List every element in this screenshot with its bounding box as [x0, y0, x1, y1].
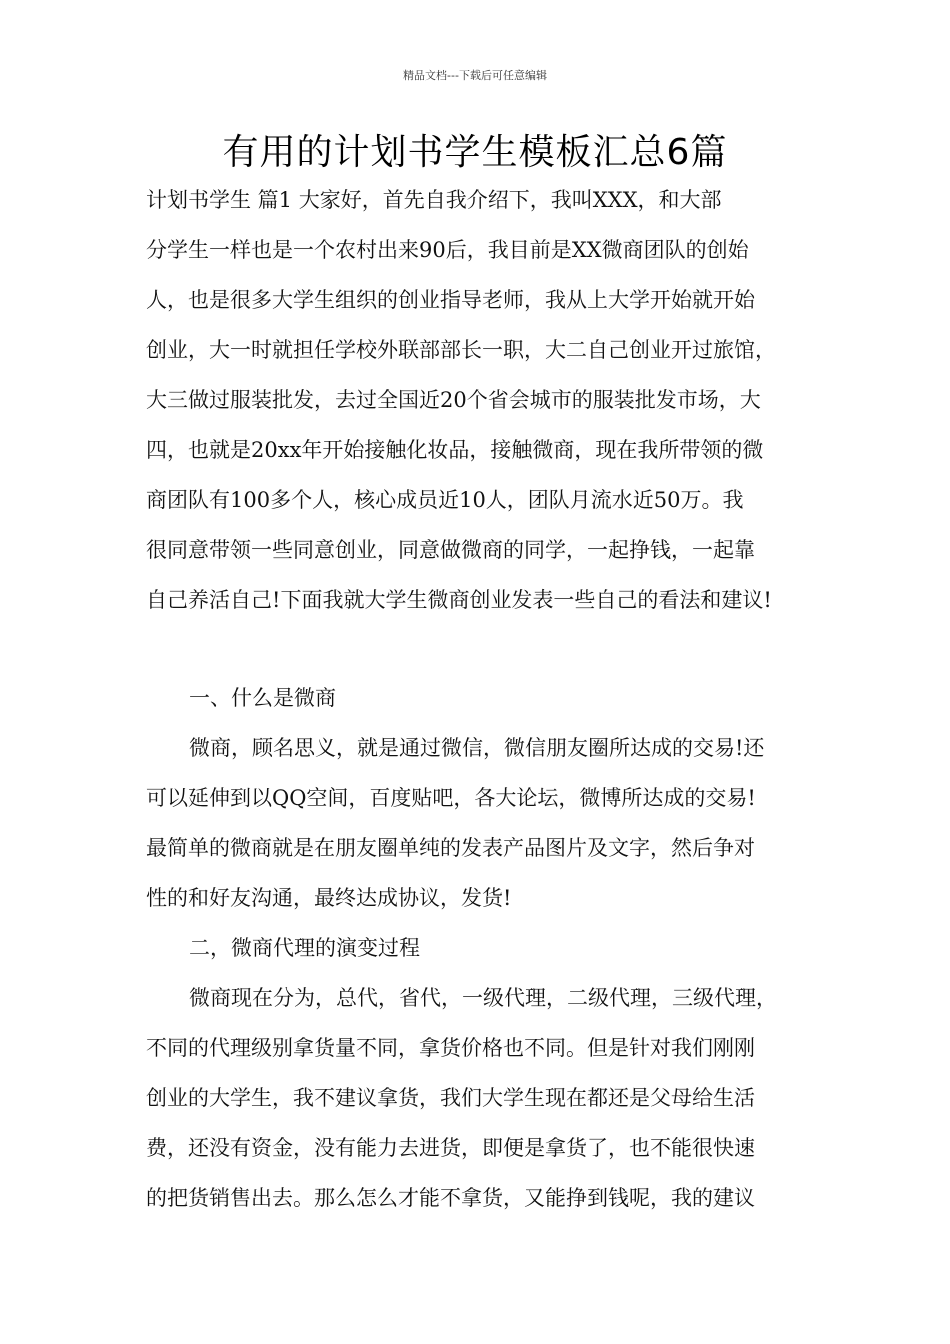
text-line: 不同的代理级别拿货量不同，拿货价格也不同。但是针对我们刚刚	[146, 1036, 755, 1060]
text-line: 的把货销售出去。那么怎么才能不拿货，又能挣到钱呢，我的建议	[146, 1186, 755, 1210]
text-line: 创业，大一时就担任学校外联部部长一职，大二自己创业开过旅馆，	[146, 338, 776, 362]
text-line: 创业的大学生，我不建议拿货，我们大学生现在都还是父母给生活	[146, 1086, 755, 1110]
text-line: 微商，顾名思义，就是通过微信，微信朋友圈所达成的交易!还	[189, 736, 765, 760]
text-line: 性的和好友沟通，最终达成协议，发货!	[146, 886, 512, 910]
text-line: 计划书学生 篇1 大家好，首先自我介绍下，我叫XXX，和大部	[146, 188, 722, 212]
text-line: 最简单的微商就是在朋友圈单纯的发表产品图片及文字，然后争对	[146, 836, 755, 860]
text-line: 微商现在分为，总代，省代，一级代理，二级代理，三级代理，	[189, 986, 777, 1010]
page-header: 精品文档---下载后可任意编辑	[403, 69, 547, 82]
text-line: 分学生一样也是一个农村出来90后，我目前是XX微商团队的创始	[146, 238, 749, 262]
text-line: 四，也就是20xx年开始接触化妆品，接触微商，现在我所带领的微	[146, 438, 764, 462]
text-line: 大三做过服装批发，去过全国近20个省会城市的服装批发市场，大	[146, 388, 761, 412]
section-heading: 二，微商代理的演变过程	[189, 936, 420, 960]
text-line: 自己养活自己!下面我就大学生微商创业发表一些自己的看法和建议!	[146, 588, 772, 612]
text-line: 费，还没有资金，没有能力去进货，即便是拿货了，也不能很快速	[146, 1136, 755, 1160]
text-line: 可以延伸到以QQ空间，百度贴吧，各大论坛，微博所达成的交易!	[146, 786, 756, 810]
text-line: 人，也是很多大学生组织的创业指导老师，我从上大学开始就开始	[146, 288, 755, 312]
text-line: 商团队有100多个人，核心成员近10人，团队月流水近50万。我	[146, 488, 744, 512]
document-title: 有用的计划书学生模板汇总6篇	[222, 132, 728, 173]
text-line: 很同意带领一些同意创业，同意做微商的同学，一起挣钱，一起靠	[146, 538, 755, 562]
section-heading: 一、什么是微商	[189, 686, 336, 710]
